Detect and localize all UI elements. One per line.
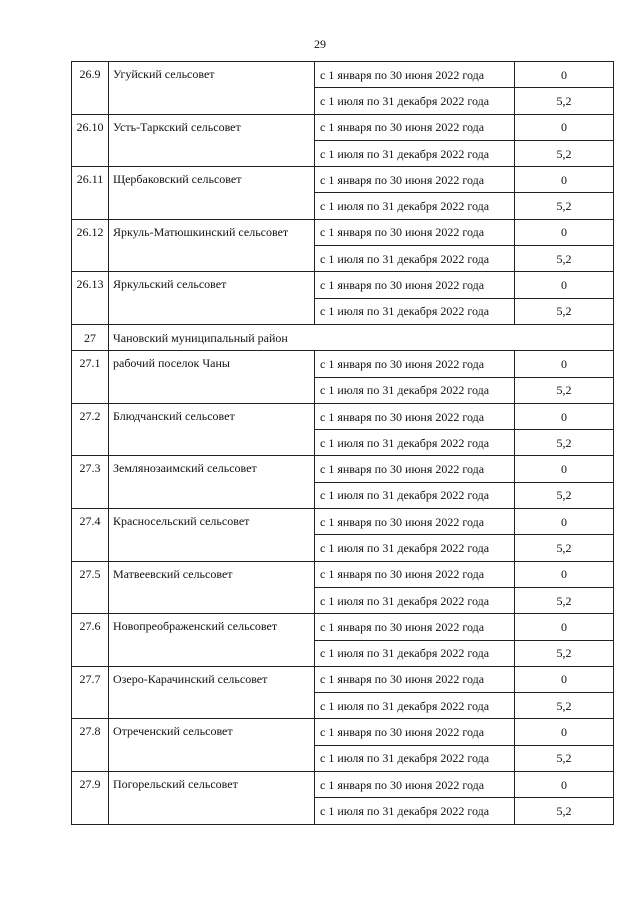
period-label: с 1 января по 30 июня 2022 года	[315, 666, 515, 692]
rate-value: 5,2	[515, 430, 614, 456]
rate-value: 0	[515, 114, 614, 140]
period-label: с 1 января по 30 июня 2022 года	[315, 219, 515, 245]
rate-value: 0	[515, 167, 614, 193]
rate-value: 5,2	[515, 246, 614, 272]
district-name: Чановский муниципальный район	[109, 324, 614, 350]
settlement-name: Яркуль-Матюшкинский сельсовет	[109, 219, 315, 272]
period-label: с 1 января по 30 июня 2022 года	[315, 272, 515, 298]
rate-value: 5,2	[515, 693, 614, 719]
period-label: с 1 июля по 31 декабря 2022 года	[315, 482, 515, 508]
row-number: 27.3	[72, 456, 109, 509]
settlement-name: Землянозаимский сельсовет	[109, 456, 315, 509]
period-label: с 1 июля по 31 декабря 2022 года	[315, 798, 515, 824]
period-label: с 1 января по 30 июня 2022 года	[315, 772, 515, 798]
table-row	[72, 351, 614, 377]
period-label: с 1 июля по 31 декабря 2022 года	[315, 140, 515, 166]
row-number: 27.8	[72, 719, 109, 772]
period-label: с 1 июля по 31 декабря 2022 года	[315, 693, 515, 719]
settlement-name: Яркульский сельсовет	[109, 272, 315, 325]
district-row	[72, 324, 614, 350]
page-number: 29	[314, 37, 326, 51]
rate-value: 0	[515, 719, 614, 745]
period-label: с 1 января по 30 июня 2022 года	[315, 509, 515, 535]
row-number: 27.9	[72, 772, 109, 825]
period-label: с 1 января по 30 июня 2022 года	[315, 62, 515, 88]
rate-value: 0	[515, 772, 614, 798]
rate-value: 5,2	[515, 535, 614, 561]
rate-value: 5,2	[515, 193, 614, 219]
rate-value: 5,2	[515, 298, 614, 324]
settlement-name: Новопреображенский сельсовет	[109, 614, 315, 667]
rate-value: 0	[515, 351, 614, 377]
table-row	[72, 272, 614, 298]
table-row	[72, 219, 614, 245]
period-label: с 1 января по 30 июня 2022 года	[315, 719, 515, 745]
rate-value: 5,2	[515, 587, 614, 613]
period-label: с 1 июля по 31 декабря 2022 года	[315, 246, 515, 272]
period-label: с 1 июля по 31 декабря 2022 года	[315, 193, 515, 219]
period-label: с 1 июля по 31 декабря 2022 года	[315, 377, 515, 403]
table-row	[72, 561, 614, 587]
row-number: 27.4	[72, 509, 109, 562]
table-row	[72, 666, 614, 692]
period-label: с 1 января по 30 июня 2022 года	[315, 167, 515, 193]
rate-value: 0	[515, 62, 614, 88]
settlement-name: Щербаковский сельсовет	[109, 167, 315, 220]
settlement-name: Матвеевский сельсовет	[109, 561, 315, 614]
settlement-name: рабочий поселок Чаны	[109, 351, 315, 404]
settlement-name: Угуйский сельсовет	[109, 62, 315, 115]
rate-value: 5,2	[515, 377, 614, 403]
row-number: 26.12	[72, 219, 109, 272]
period-label: с 1 июля по 31 декабря 2022 года	[315, 88, 515, 114]
period-label: с 1 июля по 31 декабря 2022 года	[315, 640, 515, 666]
period-label: с 1 июля по 31 декабря 2022 года	[315, 298, 515, 324]
period-label: с 1 июля по 31 декабря 2022 года	[315, 430, 515, 456]
row-number: 27.6	[72, 614, 109, 667]
period-label: с 1 июля по 31 декабря 2022 года	[315, 535, 515, 561]
table-row	[72, 456, 614, 482]
row-number: 27.1	[72, 351, 109, 404]
rate-value: 5,2	[515, 482, 614, 508]
table-row	[72, 509, 614, 535]
row-number: 27.2	[72, 403, 109, 456]
rate-value: 0	[515, 403, 614, 429]
table-row	[72, 772, 614, 798]
settlement-name: Погорельский сельсовет	[109, 772, 315, 825]
row-number: 27.7	[72, 666, 109, 719]
rate-value: 0	[515, 456, 614, 482]
row-number: 27.5	[72, 561, 109, 614]
settlement-name: Блюдчанский сельсовет	[109, 403, 315, 456]
rate-value: 0	[515, 614, 614, 640]
row-number: 26.13	[72, 272, 109, 325]
table-row	[72, 114, 614, 140]
period-label: с 1 июля по 31 декабря 2022 года	[315, 745, 515, 771]
period-label: с 1 января по 30 июня 2022 года	[315, 403, 515, 429]
rate-value: 0	[515, 509, 614, 535]
settlement-name: Усть-Таркский сельсовет	[109, 114, 315, 167]
table-row	[72, 614, 614, 640]
rate-value: 5,2	[515, 745, 614, 771]
settlement-name: Отреченский сельсовет	[109, 719, 315, 772]
period-label: с 1 января по 30 июня 2022 года	[315, 456, 515, 482]
rate-value: 0	[515, 561, 614, 587]
period-label: с 1 января по 30 июня 2022 года	[315, 561, 515, 587]
period-label: с 1 января по 30 июня 2022 года	[315, 614, 515, 640]
table-body	[72, 62, 614, 825]
settlement-name: Озеро-Карачинский сельсовет	[109, 666, 315, 719]
row-number: 26.10	[72, 114, 109, 167]
tariff-table	[71, 61, 614, 825]
rate-value: 0	[515, 272, 614, 298]
rate-value: 0	[515, 219, 614, 245]
rate-value: 0	[515, 666, 614, 692]
row-number: 26.9	[72, 62, 109, 115]
rate-value: 5,2	[515, 798, 614, 824]
table-row	[72, 719, 614, 745]
period-label: с 1 января по 30 июня 2022 года	[315, 114, 515, 140]
settlement-name: Красносельский сельсовет	[109, 509, 315, 562]
district-number: 27	[72, 324, 109, 350]
table-row	[72, 403, 614, 429]
rate-value: 5,2	[515, 640, 614, 666]
rate-value: 5,2	[515, 88, 614, 114]
period-label: с 1 января по 30 июня 2022 года	[315, 351, 515, 377]
row-number: 26.11	[72, 167, 109, 220]
table-row	[72, 167, 614, 193]
period-label: с 1 июля по 31 декабря 2022 года	[315, 587, 515, 613]
rate-value: 5,2	[515, 140, 614, 166]
table-row	[72, 62, 614, 88]
